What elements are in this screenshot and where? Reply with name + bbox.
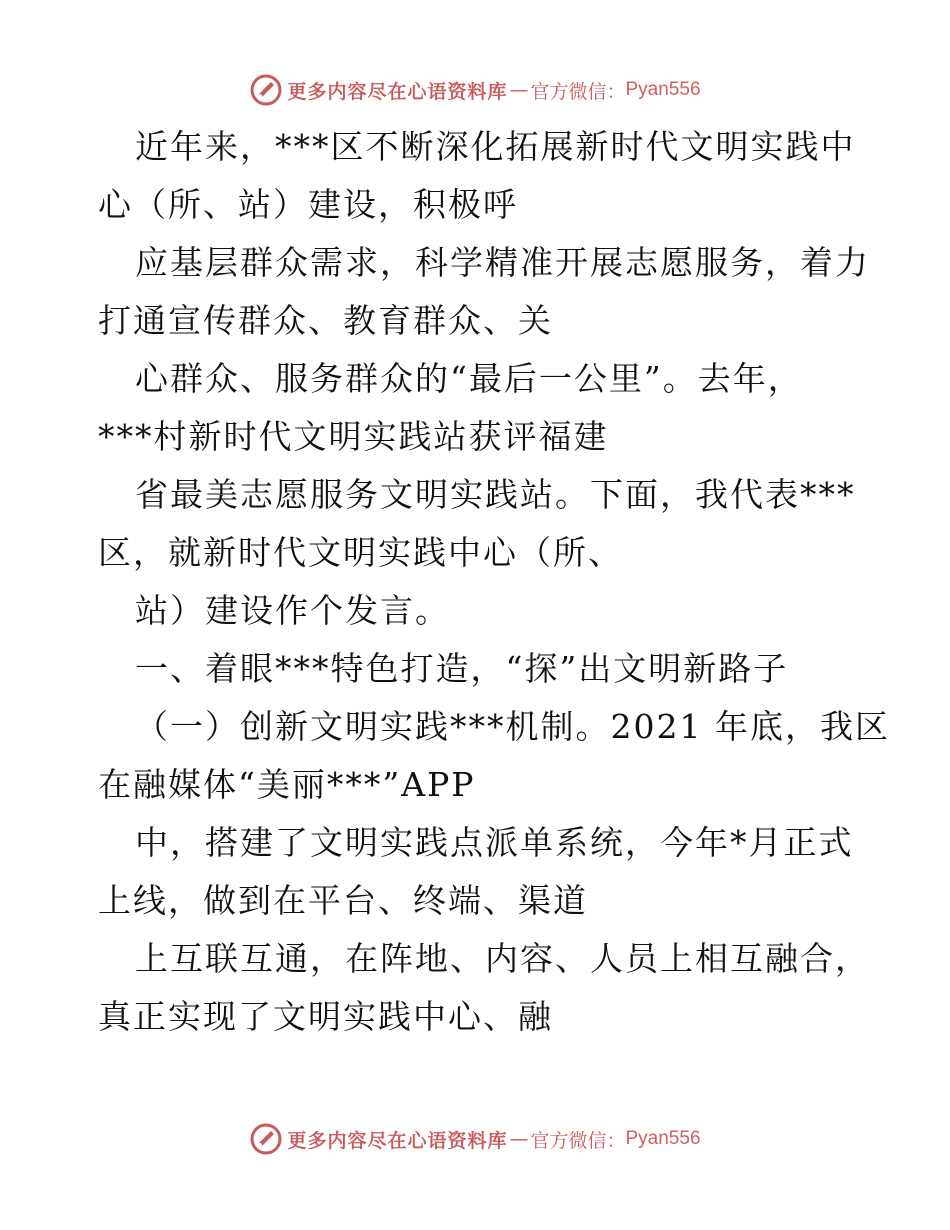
watermark-wechat-label: 官方微信： [530,1129,626,1152]
watermark-main-text: 更多内容尽在心语资料库 [287,80,508,103]
text-line: 打通宣传群众、教育群众、关 [98,301,553,340]
text-line: 中，搭建了文明实践点派单系统，今年*月正式 [135,823,854,862]
text-line: 近年来，***区不断深化拓展新时代文明实践中 [135,127,856,166]
logo-icon [249,1122,283,1156]
document-body [98,118,890,1046]
text-line: 应基层群众需求，科学精准开展志愿服务，着力 [135,243,870,282]
watermark-wechat-id: Pyan556 [625,1128,701,1149]
text-line: 上互联互通，在阵地、内容、人员上相互融合， [135,939,870,978]
text-line: 省最美志愿服务文明实践站。下面，我代表*** [135,475,856,514]
watermark-dash: — [509,79,529,101]
watermark-dash: — [509,1128,529,1150]
text-line: 站）建设作个发言。 [135,591,450,630]
watermark-wechat-label: 官方微信： [530,80,626,103]
header-watermark [0,72,950,108]
text-line: ***村新时代文明实践站获评福建 [98,417,609,456]
logo-icon [249,73,283,107]
text-line: （一）创新文明实践***机制。2021 年底，我区 [135,707,890,746]
text-line: 区，就新时代文明实践中心（所、 [98,533,623,572]
text-line: 心（所、站）建设，积极呼 [98,185,518,224]
text-line: 上线，做到在平台、终端、渠道 [98,881,588,920]
text-line: 心群众、服务群众的“最后一公里”。去年， [135,359,803,398]
section-heading: 一、着眼***特色打造，“探”出文明新路子 [135,649,789,688]
text-line: 真正实现了文明实践中心、融 [98,997,553,1036]
text-line: 在融媒体“美丽***”APP [98,765,476,804]
watermark-wechat-id: Pyan556 [625,79,701,100]
footer-watermark [0,1121,950,1157]
watermark-main-text: 更多内容尽在心语资料库 [287,1129,508,1152]
